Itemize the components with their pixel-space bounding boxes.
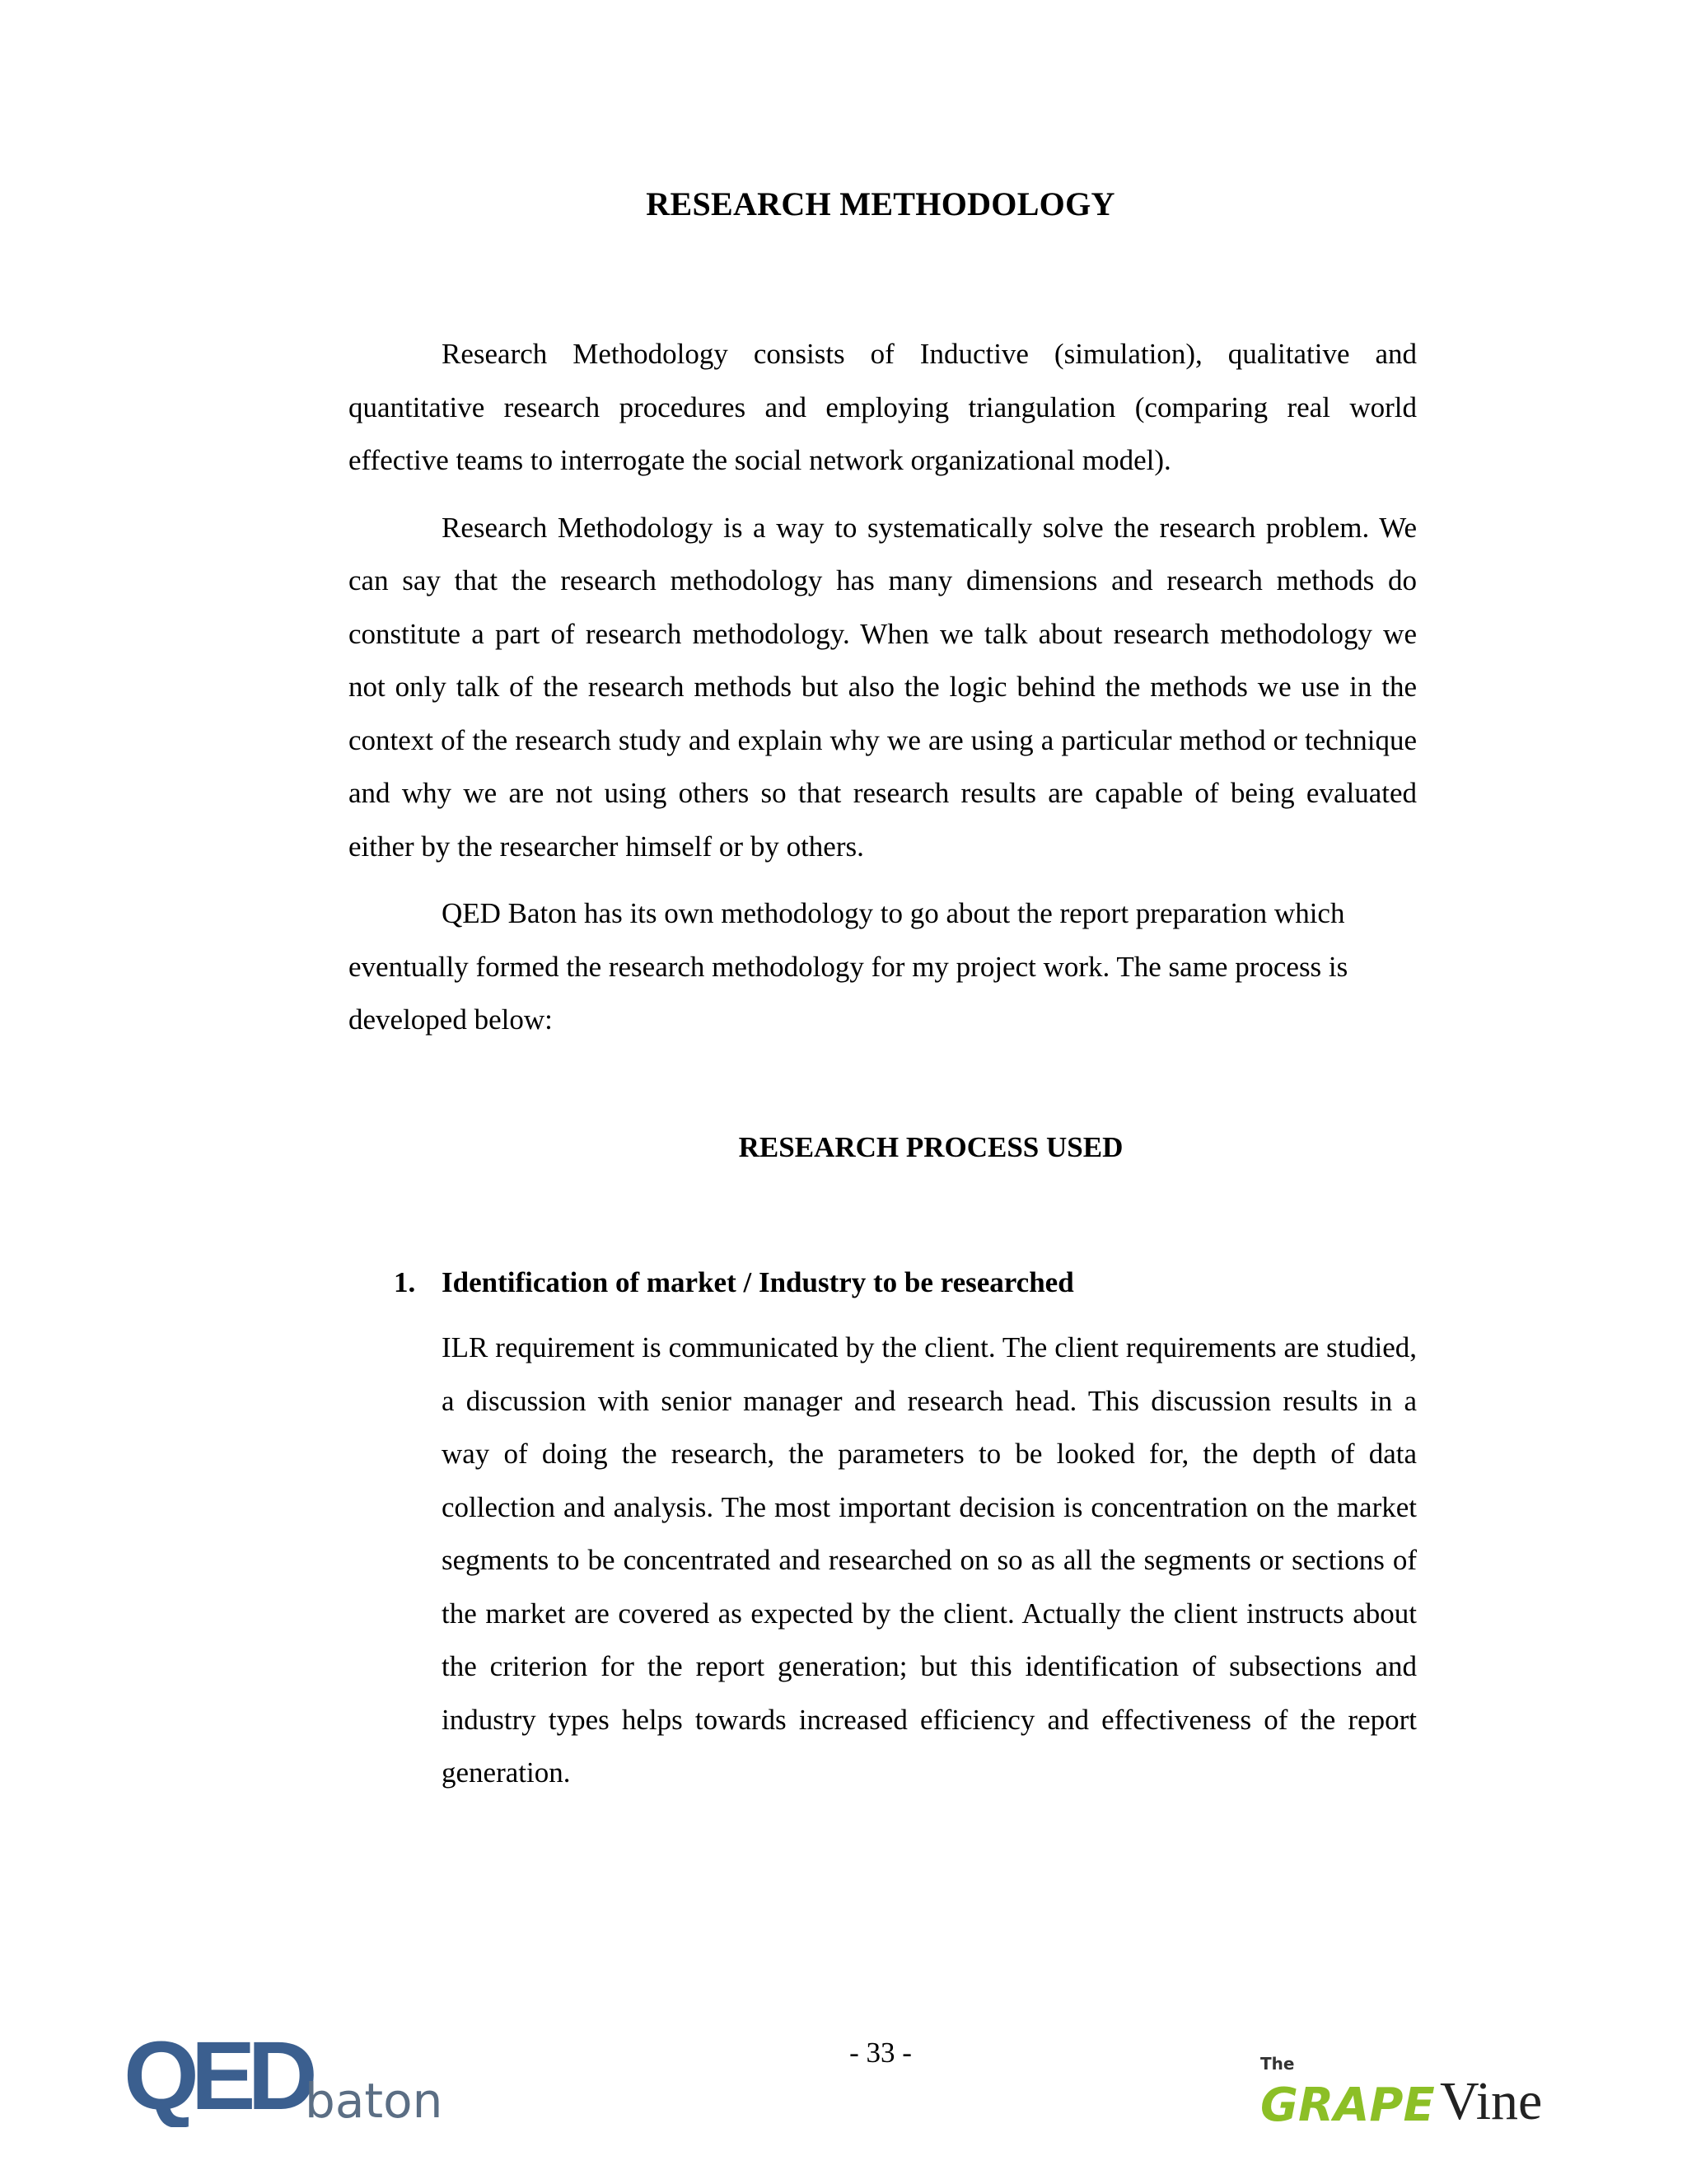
grapevine-logo-vine: Vine xyxy=(1440,2071,1543,2131)
list-item-heading xyxy=(394,1256,1417,1309)
paragraph-definition: Research Methodology is a way to systematically solve the research problem. We can say that the research methodology has many dimensions and research methods do constitute a part of research methodology. When we talk about research methodology we not only talk of the research methods but also the logic behind the methods we use in the context of the research study and explain why we are using a particular method or technique and why we are not using others so that research results are capable of being evaluated either by the researcher himself or by others. xyxy=(348,511,1417,863)
paragraph-intro: Research Methodology consists of Inductive (simulation), qualitative and quantitative research procedures and employing triangulation (comparing real world effective teams to interrogate the social network organizational model). xyxy=(348,338,1417,476)
page-number: - 33 - xyxy=(849,2037,912,2069)
grapevine-logo xyxy=(1260,2053,1573,2135)
list-item-number: 1. xyxy=(394,1266,416,1298)
paragraph-qed-process: QED Baton has its own methodology to go about the report preparation which eventually formed the research methodology for my project work. The same process is developed below: xyxy=(348,897,1348,1036)
list-item-body: ILR requirement is communicated by the client. The client requirements are studied, a discussion with senior manager and research head. This discussion results in a way of doing the research, the parameters to be looked for, the depth of data collection and analysis. The most important decision is concentration on the market segments to be concentrated and researched on so as all the segments or sections of the market are covered as expected by the client. Actually the client instructs about the criterion for the report generation; but this identification of subsections and industry types helps towards increased efficiency and effectiveness of the report generation. xyxy=(442,1331,1417,1789)
grapevine-logo-grape: GRAPE xyxy=(1260,2079,1435,2132)
page-title: RESEARCH METHODOLOGY xyxy=(646,185,1115,222)
list-item-heading-text: Identification of market / Industry to be researched xyxy=(442,1266,1074,1298)
qed-baton-logo xyxy=(122,2028,460,2127)
qed-logo-word: baton xyxy=(305,2073,443,2127)
body-text xyxy=(348,328,1417,1047)
section-subtitle: RESEARCH PROCESS USED xyxy=(738,1131,1124,1163)
qed-logo-letters: QED xyxy=(124,2028,310,2127)
grapevine-logo-the: The xyxy=(1260,2054,1295,2074)
list-item xyxy=(394,1256,1417,1800)
